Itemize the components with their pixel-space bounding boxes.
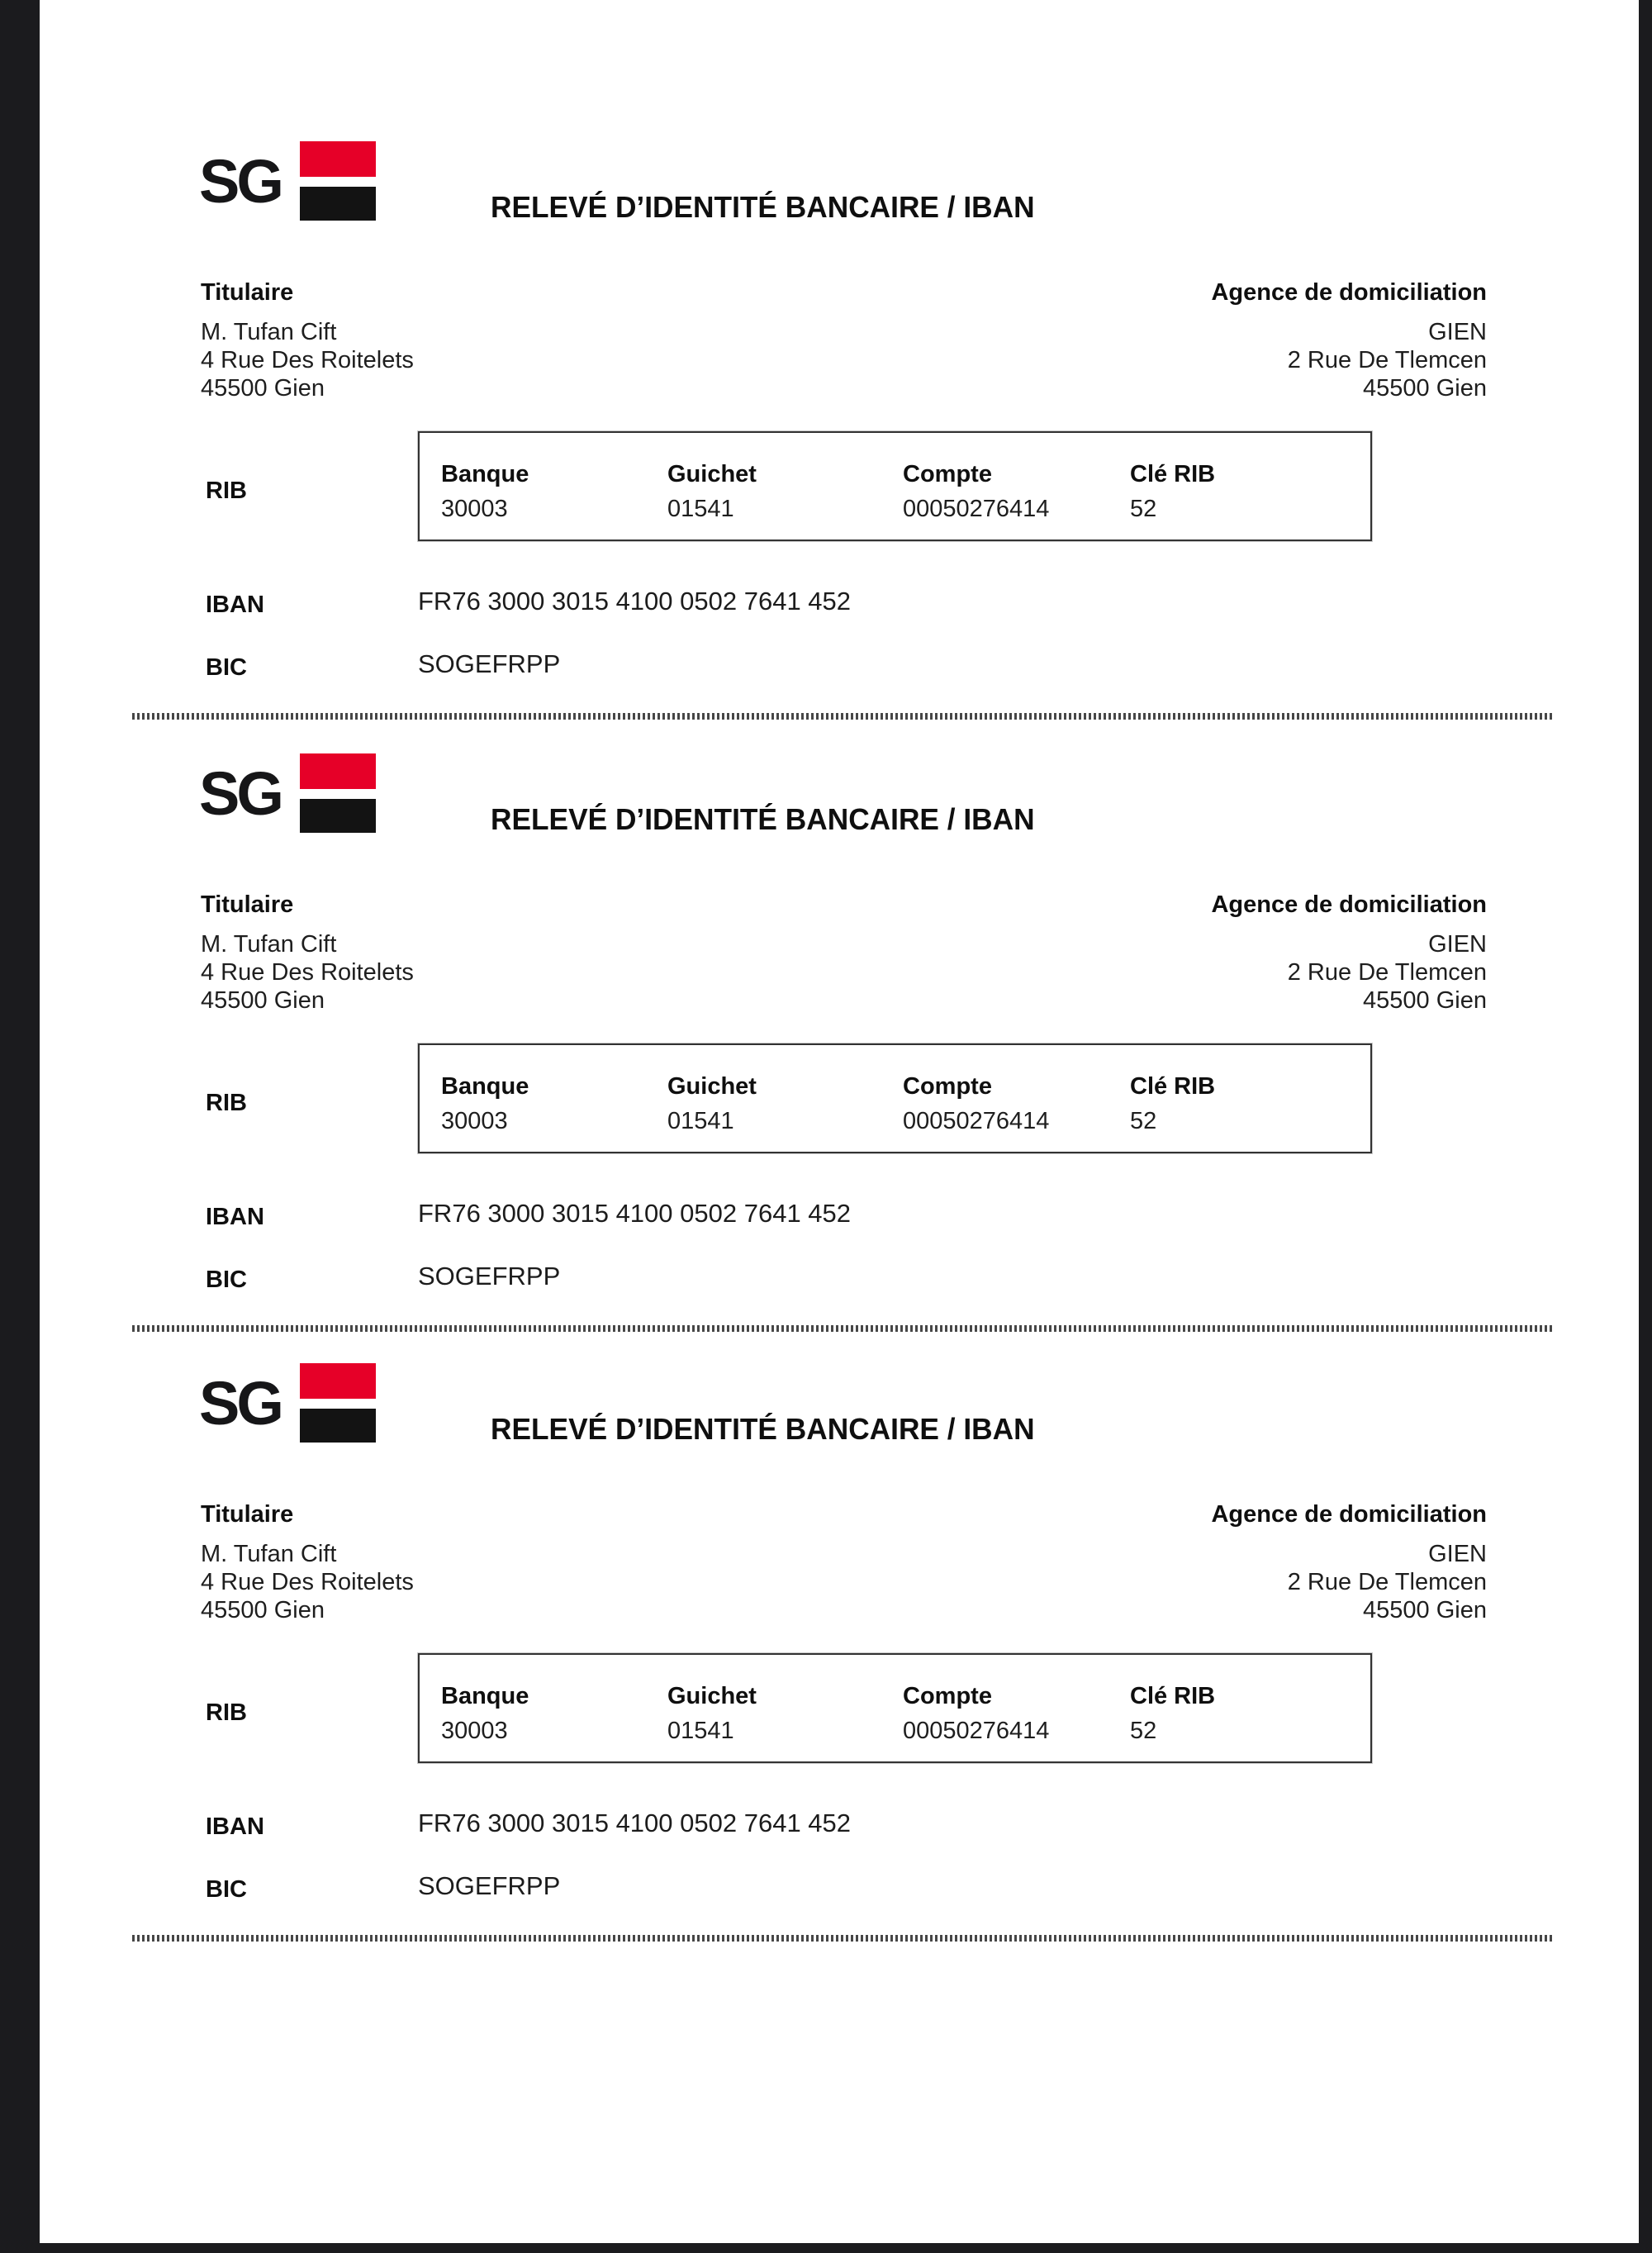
titulaire-address-line: 4 Rue Des Roitelets: [201, 1569, 414, 1595]
titulaire-label: Titulaire: [201, 1501, 294, 1528]
titulaire-address-line: 4 Rue Des Roitelets: [201, 347, 414, 373]
agence-address-line: GIEN: [1428, 931, 1487, 958]
rib-label: RIB: [206, 1090, 247, 1116]
rib-column-value: 30003: [441, 1718, 508, 1744]
agence-label: Agence de domiciliation: [1211, 279, 1487, 306]
agence-address-line: 2 Rue De Tlemcen: [1287, 1569, 1487, 1595]
agence-address-line: 45500 Gien: [1363, 1597, 1487, 1623]
rib-table: [418, 1653, 1372, 1763]
rib-column-value: 00050276414: [903, 496, 1050, 522]
rib-column-header: Banque: [441, 1683, 529, 1709]
titulaire-address-line: 45500 Gien: [201, 375, 325, 402]
dotted-separator: [132, 713, 1555, 720]
agence-address: [1288, 1540, 1487, 1624]
rib-column-header: Compte: [903, 1683, 992, 1709]
bic-label: BIC: [206, 1876, 247, 1903]
sg-logo-text: SG: [199, 1369, 281, 1438]
frame-strip-right: [1639, 0, 1652, 2253]
iban-label: IBAN: [206, 1204, 264, 1230]
sg-logo-red-block-icon: [300, 1363, 376, 1399]
rib-column-header: Banque: [441, 1073, 529, 1100]
document-title: RELEVÉ D’IDENTITÉ BANCAIRE / IBAN: [491, 802, 1035, 836]
rib-column-value: 01541: [667, 1108, 734, 1134]
rib-column-header: Guichet: [667, 1073, 757, 1100]
sg-logo-black-block-icon: [300, 799, 376, 833]
frame-strip-bottom: [0, 2243, 1652, 2253]
dotted-separator: [132, 1935, 1555, 1942]
agence-address: [1288, 318, 1487, 402]
titulaire-address-line: 4 Rue Des Roitelets: [201, 959, 414, 986]
rib-column-header: Clé RIB: [1130, 1683, 1216, 1709]
rib-column-value: 01541: [667, 496, 734, 522]
agence-label: Agence de domiciliation: [1211, 891, 1487, 918]
sg-logo-text: SG: [199, 759, 281, 828]
agence-address-line: GIEN: [1428, 319, 1487, 345]
rib-column-value: 52: [1130, 1718, 1157, 1744]
sg-logo-red-block-icon: [300, 141, 376, 177]
document-page: [40, 0, 1639, 2243]
titulaire-address: [201, 930, 414, 1015]
sg-logo-text: SG: [199, 147, 281, 216]
iban-label: IBAN: [206, 1813, 264, 1840]
rib-statement-section: [40, 749, 1639, 1361]
bic-label: BIC: [206, 1267, 247, 1293]
titulaire-address: [201, 1540, 414, 1624]
bic-value: SOGEFRPP: [418, 1262, 561, 1290]
rib-column-value: 01541: [667, 1718, 734, 1744]
rib-label: RIB: [206, 478, 247, 504]
rib-table: [418, 1043, 1372, 1153]
frame-strip-left: [0, 0, 40, 2253]
document-title: RELEVÉ D’IDENTITÉ BANCAIRE / IBAN: [491, 190, 1035, 224]
titulaire-address-line: 45500 Gien: [201, 987, 325, 1014]
agence-address-line: 45500 Gien: [1363, 375, 1487, 402]
agence-address-line: GIEN: [1428, 1541, 1487, 1567]
rib-column-header: Banque: [441, 461, 529, 487]
rib-column-value: 52: [1130, 1108, 1157, 1134]
titulaire-address-line: M. Tufan Cift: [201, 319, 337, 345]
rib-column-header: Guichet: [667, 1683, 757, 1709]
titulaire-address: [201, 318, 414, 402]
bic-value: SOGEFRPP: [418, 1871, 561, 1900]
sg-logo-red-block-icon: [300, 753, 376, 789]
iban-value: FR76 3000 3015 4100 0502 7641 452: [418, 1809, 852, 1837]
titulaire-label: Titulaire: [201, 279, 294, 306]
titulaire-address-line: M. Tufan Cift: [201, 931, 337, 958]
titulaire-address-line: M. Tufan Cift: [201, 1541, 337, 1567]
titulaire-address-line: 45500 Gien: [201, 1597, 325, 1623]
rib-label: RIB: [206, 1699, 247, 1726]
sg-logo-black-block-icon: [300, 1409, 376, 1443]
agence-address-line: 2 Rue De Tlemcen: [1287, 959, 1487, 986]
agence-address: [1288, 930, 1487, 1015]
rib-column-header: Compte: [903, 461, 992, 487]
rib-column-value: 00050276414: [903, 1108, 1050, 1134]
iban-value: FR76 3000 3015 4100 0502 7641 452: [418, 1199, 852, 1228]
rib-table: [418, 431, 1372, 541]
titulaire-label: Titulaire: [201, 891, 294, 918]
bic-label: BIC: [206, 654, 247, 681]
bic-value: SOGEFRPP: [418, 649, 561, 678]
rib-column-value: 30003: [441, 1108, 508, 1134]
rib-column-header: Clé RIB: [1130, 461, 1216, 487]
rib-statement-section: [40, 136, 1639, 749]
rib-column-value: 52: [1130, 496, 1157, 522]
rib-statement-section: [40, 1358, 1639, 1970]
rib-column-value: 00050276414: [903, 1718, 1050, 1744]
agence-address-line: 45500 Gien: [1363, 987, 1487, 1014]
iban-value: FR76 3000 3015 4100 0502 7641 452: [418, 587, 852, 616]
iban-label: IBAN: [206, 592, 264, 618]
rib-column-header: Compte: [903, 1073, 992, 1100]
sg-logo-black-block-icon: [300, 187, 376, 221]
rib-column-header: Clé RIB: [1130, 1073, 1216, 1100]
document-title: RELEVÉ D’IDENTITÉ BANCAIRE / IBAN: [491, 1412, 1035, 1446]
dotted-separator: [132, 1325, 1555, 1332]
rib-column-value: 30003: [441, 496, 508, 522]
agence-address-line: 2 Rue De Tlemcen: [1287, 347, 1487, 373]
rib-column-header: Guichet: [667, 461, 757, 487]
agence-label: Agence de domiciliation: [1211, 1501, 1487, 1528]
